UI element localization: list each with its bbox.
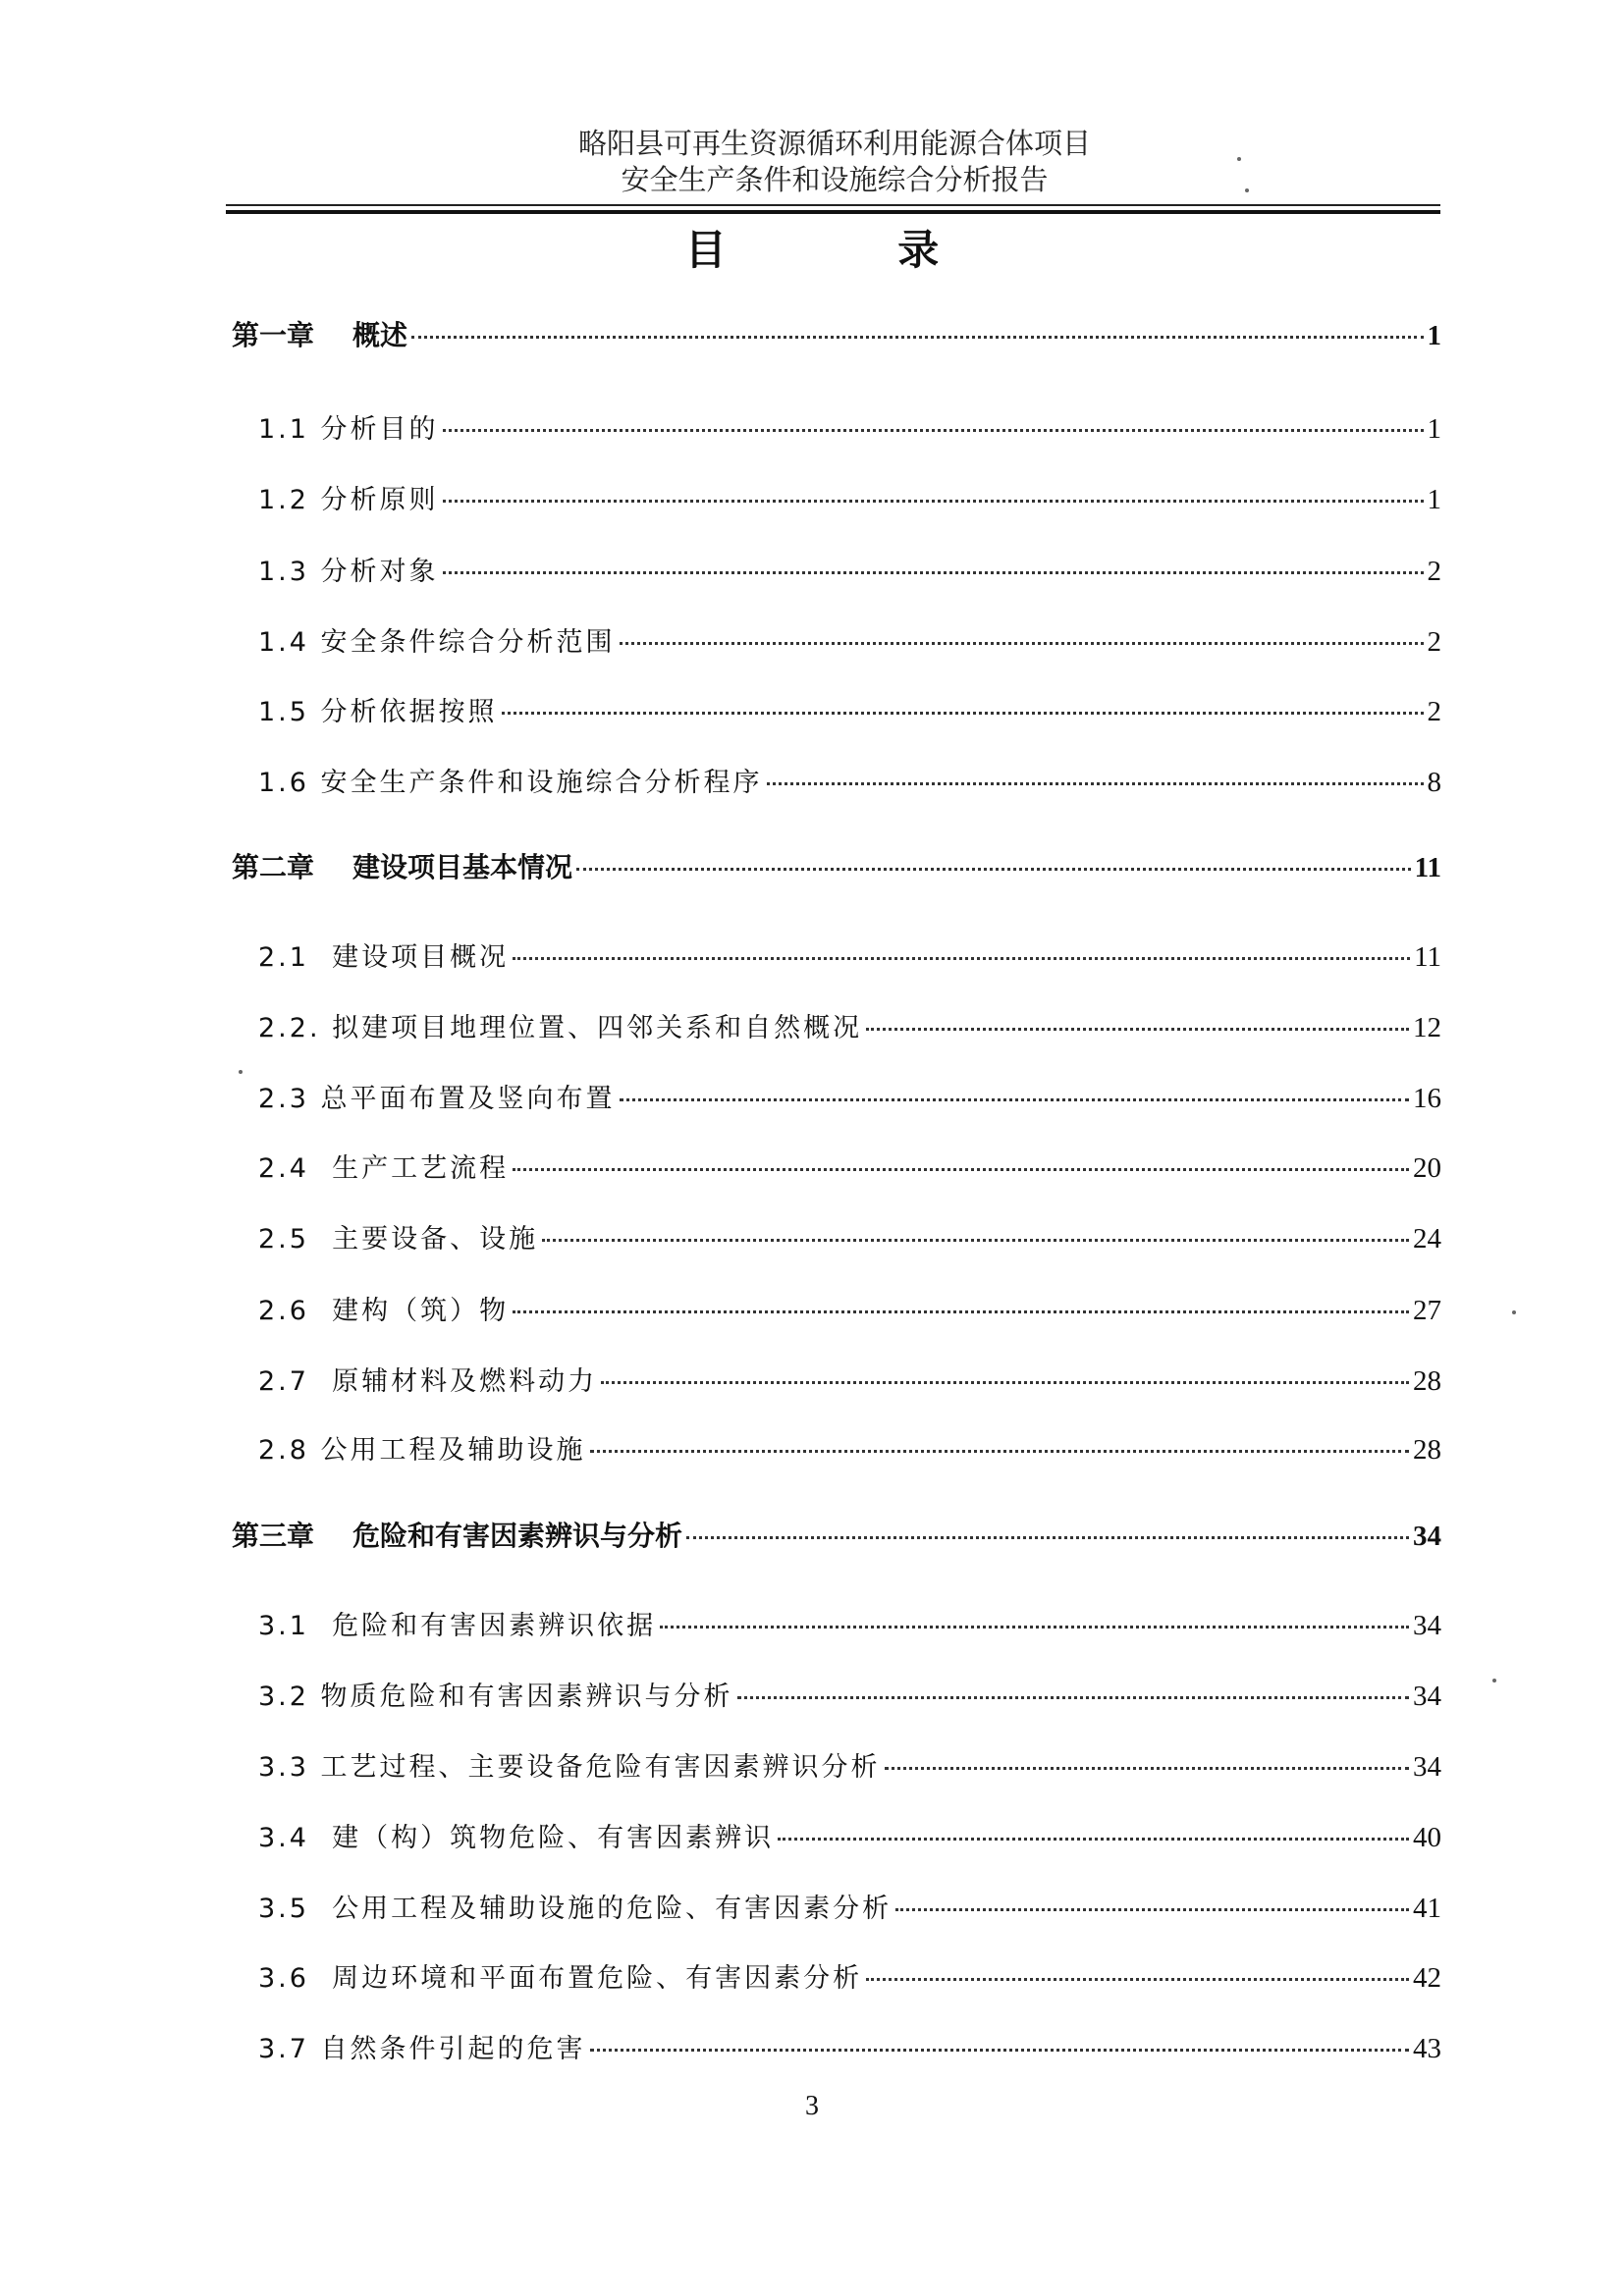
toc-section-entry[interactable] — [258, 1006, 1441, 1045]
toc-chapter-entry[interactable] — [232, 314, 1441, 353]
toc-section-entry[interactable] — [258, 407, 1441, 447]
toc-entry-page: 43 — [1413, 2033, 1441, 2064]
toc-entry-page: 27 — [1413, 1295, 1441, 1326]
toc-entry-label: 3.3 工艺过程、主要设备危险有害因素辨识分析 — [258, 1752, 881, 1783]
toc-entry-label: 2.5 主要设备、设施 — [258, 1224, 539, 1255]
toc-entry-label: 1.1 分析目的 — [258, 414, 439, 445]
toc-section-entry[interactable] — [258, 1745, 1441, 1785]
scan-speck — [1237, 157, 1241, 161]
toc-title: 目 录 — [684, 226, 1018, 274]
document-header — [226, 126, 1443, 198]
toc-section-entry[interactable] — [258, 478, 1441, 517]
toc-entry-label: 1.2 分析原则 — [258, 485, 439, 515]
toc-section-entry[interactable] — [258, 1604, 1441, 1643]
toc-dot-leader — [590, 1450, 1409, 1453]
toc-entry-label: 第二章 建设项目基本情况 — [232, 851, 572, 883]
page-number: 3 — [805, 2091, 819, 2121]
toc-dot-leader — [620, 1098, 1409, 1101]
toc-entry-page: 40 — [1413, 1822, 1441, 1853]
toc-entry-page: 28 — [1413, 1365, 1441, 1397]
toc-section-entry[interactable] — [258, 620, 1441, 660]
toc-dot-leader — [737, 1696, 1409, 1699]
toc-entry-page: 11 — [1414, 852, 1441, 883]
toc-entry-page: 41 — [1413, 1893, 1441, 1924]
toc-chapter-entry[interactable] — [232, 846, 1441, 885]
toc-dot-leader — [767, 782, 1424, 785]
toc-entry-page: 24 — [1413, 1223, 1441, 1255]
header-rule-thin — [226, 204, 1440, 206]
toc-entry-label: 2.4 生产工艺流程 — [258, 1153, 510, 1184]
header-rule-thick — [226, 210, 1440, 214]
toc-entry-label: 3.4 建（构）筑物危险、有害因素辨识 — [258, 1823, 775, 1853]
toc-section-entry[interactable] — [258, 1816, 1441, 1855]
toc-dot-leader — [778, 1838, 1409, 1841]
toc-section-entry[interactable] — [258, 1675, 1441, 1714]
toc-entry-page: 1 — [1427, 413, 1441, 445]
toc-dot-leader — [513, 1310, 1409, 1313]
toc-dot-leader — [513, 957, 1410, 960]
toc-entry-label: 1.5 分析依据按照 — [258, 697, 498, 727]
toc-section-entry[interactable] — [258, 761, 1441, 800]
toc-section-entry[interactable] — [258, 2027, 1441, 2066]
toc-entry-label: 1.4 安全条件综合分析范围 — [258, 627, 616, 658]
toc-dot-leader — [866, 1028, 1409, 1031]
toc-entry-page: 34 — [1413, 1681, 1441, 1712]
toc-entry-label: 第一章 概述 — [232, 319, 407, 351]
toc-entry-page: 2 — [1427, 696, 1441, 727]
toc-dot-leader — [502, 712, 1424, 715]
toc-section-entry[interactable] — [258, 1217, 1441, 1256]
header-report-title: 安全生产条件和设施综合分析报告 — [621, 163, 1049, 196]
toc-dot-leader — [443, 571, 1424, 574]
toc-section-entry[interactable] — [258, 690, 1441, 729]
toc-entry-label: 1.6 安全生产条件和设施综合分析程序 — [258, 768, 763, 798]
toc-dot-leader — [660, 1626, 1409, 1629]
toc-entry-page: 20 — [1413, 1152, 1441, 1184]
toc-section-entry[interactable] — [258, 1956, 1441, 1996]
toc-entry-label: 2.1 建设项目概况 — [258, 942, 510, 973]
toc-entry-label: 3.6 周边环境和平面布置危险、有害因素分析 — [258, 1963, 863, 1994]
toc-dot-leader — [443, 429, 1424, 432]
toc-entry-page: 2 — [1427, 556, 1441, 587]
header-project-title: 略阳县可再生资源循环利用能源合体项目 — [577, 127, 1091, 160]
toc-entry-label: 1.3 分析对象 — [258, 557, 439, 587]
toc-entry-page: 2 — [1427, 626, 1441, 658]
toc-chapter-entry[interactable] — [232, 1515, 1441, 1554]
toc-entry-label: 2.7 原辅材料及燃料动力 — [258, 1366, 598, 1397]
toc-section-entry[interactable] — [258, 935, 1441, 975]
toc-section-entry[interactable] — [258, 1887, 1441, 1926]
toc-dot-leader — [866, 1978, 1409, 1981]
toc-section-entry[interactable] — [258, 1360, 1441, 1399]
toc-entry-page: 42 — [1413, 1962, 1441, 1994]
toc-entry-label: 第三章 危险和有害因素辨识与分析 — [232, 1520, 682, 1552]
toc-dot-leader — [620, 642, 1424, 645]
toc-dot-leader — [513, 1168, 1409, 1171]
toc-dot-leader — [443, 500, 1424, 503]
toc-entry-page: 34 — [1413, 1521, 1441, 1552]
toc-entry-page: 8 — [1427, 767, 1441, 798]
scan-speck — [1245, 188, 1249, 192]
toc-entry-page: 34 — [1413, 1751, 1441, 1783]
toc-section-entry[interactable] — [258, 550, 1441, 589]
scan-speck — [1492, 1679, 1496, 1682]
toc-entry-label: 3.2 物质危险和有害因素辨识与分析 — [258, 1682, 733, 1712]
toc-dot-leader — [576, 868, 1411, 871]
toc-dot-leader — [686, 1536, 1409, 1539]
toc-entry-label: 2.3 总平面布置及竖向布置 — [258, 1084, 616, 1114]
toc-entry-label: 2.2. 拟建项目地理位置、四邻关系和自然概况 — [258, 1013, 863, 1043]
toc-entry-page: 12 — [1413, 1012, 1441, 1043]
toc-entry-page: 1 — [1427, 320, 1441, 351]
toc-entry-page: 34 — [1413, 1610, 1441, 1641]
toc-dot-leader — [542, 1239, 1409, 1242]
toc-dot-leader — [885, 1767, 1409, 1770]
toc-dot-leader — [601, 1381, 1409, 1384]
toc-section-entry[interactable] — [258, 1147, 1441, 1186]
toc-section-entry[interactable] — [258, 1077, 1441, 1116]
toc-dot-leader — [590, 2049, 1409, 2052]
toc-entry-label: 2.6 建构（筑）物 — [258, 1296, 510, 1326]
toc-entry-label: 3.5 公用工程及辅助设施的危险、有害因素分析 — [258, 1894, 893, 1924]
toc-entry-page: 16 — [1413, 1083, 1441, 1114]
toc-dot-leader — [895, 1908, 1409, 1911]
toc-entry-label: 2.8 公用工程及辅助设施 — [258, 1435, 586, 1466]
scan-speck — [1512, 1310, 1516, 1314]
toc-entry-label: 3.7 自然条件引起的危害 — [258, 2034, 586, 2064]
toc-section-entry[interactable] — [258, 1289, 1441, 1328]
toc-entry-page: 11 — [1414, 941, 1441, 973]
toc-section-entry[interactable] — [258, 1428, 1441, 1468]
toc-entry-page: 1 — [1427, 484, 1441, 515]
toc-entry-label: 3.1 危险和有害因素辨识依据 — [258, 1611, 657, 1641]
scan-speck — [239, 1070, 243, 1074]
toc-entry-page: 28 — [1413, 1434, 1441, 1466]
toc-dot-leader — [411, 336, 1424, 339]
